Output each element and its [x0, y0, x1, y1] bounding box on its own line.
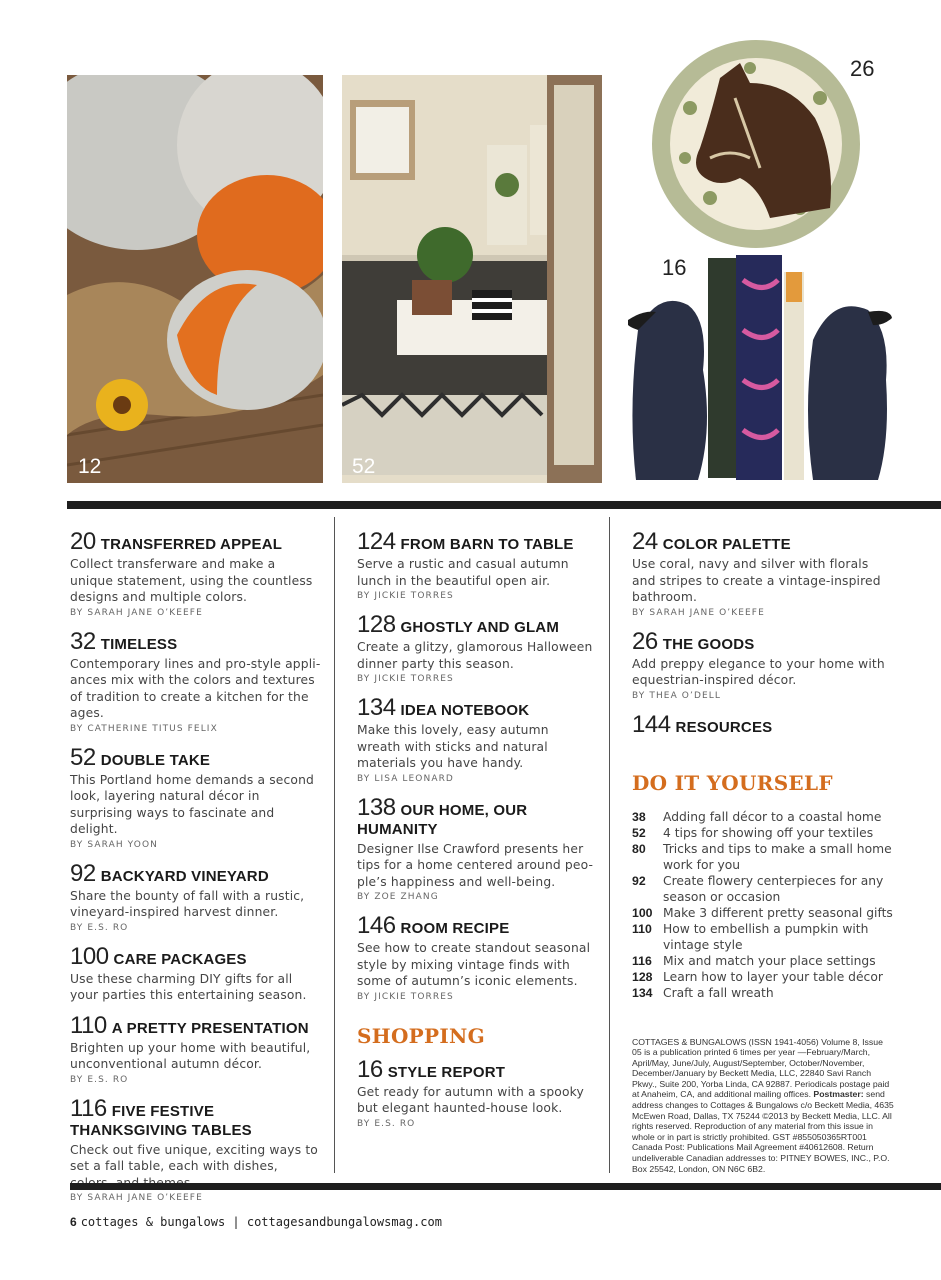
entry-title: 138 OUR HOME, OUR HUMANITY — [357, 793, 528, 838]
page-number-label: 52 — [352, 455, 376, 478]
entry-description: This Portland home demands a second look, layering natural décor in surprising ways to fascinate and delight. — [70, 772, 314, 836]
entry-title: 128 GHOSTLY AND GLAM — [357, 611, 560, 638]
entry-byline: BY JICKIE TORRES — [357, 674, 454, 684]
toc-entry[interactable] — [357, 694, 595, 786]
entry-byline: BY SARAH JANE O’KEEFE — [70, 1193, 203, 1203]
bottom-rule — [70, 1183, 941, 1190]
entry-description: Get ready for autumn with a spooky but elegant haunted-house look. — [357, 1084, 584, 1115]
toc-entry[interactable] — [70, 1011, 322, 1087]
entry-title: 100 CARE PACKAGES — [70, 942, 247, 970]
diy-item[interactable]: 128 Learn how to layer your table décor — [632, 969, 883, 984]
entry-description: Collect transferware and make a unique statement, using the countless designs and multiple colors. — [70, 557, 313, 604]
folio-number: 6 — [70, 1215, 77, 1229]
entry-title: 32 TIMELESS — [70, 627, 178, 655]
entry-byline: BY SARAH YOON — [70, 839, 158, 850]
horse-plate-photo[interactable] — [650, 38, 862, 250]
entry-byline: BY SARAH JANE O’KEEFE — [632, 607, 765, 618]
entry-byline: BY JICKIE TORRES — [357, 991, 454, 1002]
entry-byline: BY SARAH JANE O’KEEFE — [70, 607, 203, 618]
toc-entry[interactable] — [70, 942, 322, 1004]
diy-item[interactable]: 116 Mix and match your place settings — [632, 953, 876, 968]
toc-entry[interactable] — [357, 1055, 595, 1131]
entry-description: Brighten up your home with beautiful, unconventional autumn décor. — [70, 1040, 311, 1071]
toc-entry[interactable] — [70, 627, 322, 736]
living-room-photo[interactable] — [342, 75, 602, 483]
toc-entry[interactable] — [357, 611, 595, 686]
diy-heading: DO IT YOURSELF — [632, 770, 833, 795]
toc-entry[interactable] — [632, 627, 894, 703]
raven-bookends-photo[interactable] — [628, 250, 893, 485]
diy-item[interactable]: 100 Make 3 different pretty seasonal gifts — [632, 905, 893, 920]
entry-description: Use these charming DIY gifts for all your parties this entertaining season. — [70, 971, 307, 1002]
entry-description: Check out five unique, exciting ways to set a fall table, each with dishes, — [70, 1142, 318, 1173]
entry-title: 134 IDEA NOTEBOOK — [357, 694, 530, 721]
diy-item[interactable]: 110 How to embellish a pumpkin with vintage style — [632, 921, 869, 952]
toc-entry[interactable] — [357, 528, 595, 603]
column-divider — [334, 517, 335, 1173]
entry-byline: BY THEA O’DELL — [632, 690, 721, 701]
entry-title: 24 COLOR PALETTE — [632, 528, 791, 555]
toc-column-1 — [70, 528, 322, 1217]
entry-description: Designer Ilse Crawford presents her tips for a home centered around peo-ple’s happiness and well-being. — [357, 841, 594, 889]
entry-description: See how to create standout seasonal style by mixing vintage finds with some of autumn’s iconic elements. — [357, 941, 591, 988]
footer-text[interactable]: cottages & bungalows | cottagesandbungalowsmag.com — [80, 1215, 442, 1229]
shopping-heading: SHOPPING — [357, 1023, 485, 1048]
entry-byline: BY E.S. RO — [70, 1074, 129, 1085]
toc-column-2 — [357, 528, 595, 1143]
entry-description: Contemporary lines and pro-style appli-ances mix with the colors and textures of tradition to create a kitchen for the ages. — [70, 656, 321, 720]
entry-title: 124 FROM BARN TO TABLE — [357, 528, 574, 555]
entry-byline: BY JICKIE TORRES — [357, 591, 454, 601]
toc-entry[interactable] — [357, 912, 595, 1004]
diy-item[interactable]: 80 Tricks and tips to make a small home work for you — [632, 841, 892, 872]
colophon-text: COTTAGES & BUNGALOWS (ISSN 1941-4056) Volume 8, Issue 05 is a publication printed 6 times per year —February/March, April/May, June/July, August/September, October/November, December/January by Beckett Media, LLC, 22840 Savi Ranch Pkwy., Suite 200, Yorba Linda, CA 92887. Periodicals postage paid at Anaheim, CA, and additional mailing offices. Postmaster: send address changes to Cottages & Bungalows c/o Beckett Media, 4635 McEwen Road, Dallas, TX 75244 ©2013 by Beckett Media, LLC. All rights reserved. Reproduction of any material from this issue in whole or in part is strictly prohibited. GST #855050365RT001 Canada Post: Publications Mail Agreement #40612608. Return undeliverable Canadian addresses to: PITNEY BOWES, INC., P.O. Box 25542, London, ON N6C 6B2. — [632, 1036, 894, 1174]
entry-title: 26 THE GOODS — [632, 627, 755, 655]
page-number-label: 26 — [850, 56, 875, 81]
diy-item[interactable]: 38 Adding fall décor to a coastal home — [632, 809, 882, 824]
diy-list — [632, 809, 894, 1001]
toc-entry[interactable] — [70, 528, 322, 620]
page-footer — [70, 1215, 442, 1229]
column-divider — [609, 517, 610, 1173]
toc-entry[interactable] — [632, 710, 894, 738]
toc-entry[interactable] — [70, 859, 322, 935]
entry-title: 110 A PRETTY PRESENTATION — [70, 1011, 309, 1039]
toc-entry[interactable] — [70, 743, 322, 852]
entry-title: 16 STYLE REPORT — [357, 1055, 506, 1083]
entry-description: Serve a rustic and casual autumn lunch in the beautiful open air. — [357, 557, 569, 588]
page-number-label: 16 — [662, 255, 687, 280]
entry-description: Share the bounty of fall with a rustic, vineyard-inspired harvest dinner. — [70, 888, 305, 919]
top-rule — [67, 501, 941, 509]
page-number-label: 12 — [78, 455, 102, 478]
toc-column-3 — [632, 528, 894, 1174]
diy-item[interactable]: 52 4 tips for showing off your textiles — [632, 825, 874, 840]
entry-byline: BY CATHERINE TITUS FELIX — [70, 723, 218, 734]
entry-description: Add preppy elegance to your home with equestrian-inspired décor. — [632, 656, 885, 687]
entry-description: Use coral, navy and silver with florals and stripes to create a vintage-inspired bathroom. — [632, 557, 881, 604]
entry-title: 20 TRANSFERRED APPEAL — [70, 528, 283, 555]
entry-title: 92 BACKYARD VINEYARD — [70, 859, 269, 887]
entry-byline: BY E.S. RO — [357, 1118, 416, 1129]
entry-byline: BY ZOE ZHANG — [357, 892, 439, 902]
pumpkins-photo[interactable] — [67, 75, 323, 483]
entry-title: 52 DOUBLE TAKE — [70, 743, 211, 771]
diy-item[interactable]: 134 Craft a fall wreath — [632, 985, 774, 1000]
entry-byline: BY E.S. RO — [70, 922, 129, 933]
entry-description: Make this lovely, easy autumn wreath with sticks and natural materials you have handy. — [357, 723, 549, 770]
entry-description: Create a glitzy, glamorous Halloween dinner party this season. — [357, 640, 593, 671]
toc-entry[interactable] — [357, 793, 595, 905]
entry-byline: BY LISA LEONARD — [357, 773, 454, 784]
diy-item[interactable]: 92 Create flowery centerpieces for any season or occasion — [632, 873, 884, 904]
entry-title: 146 ROOM RECIPE — [357, 912, 510, 939]
entry-title: 116 FIVE FESTIVE THANKSGIVING TABLES — [70, 1094, 252, 1139]
toc-entry[interactable] — [632, 528, 894, 620]
entry-title: 144 RESOURCES — [632, 710, 773, 738]
